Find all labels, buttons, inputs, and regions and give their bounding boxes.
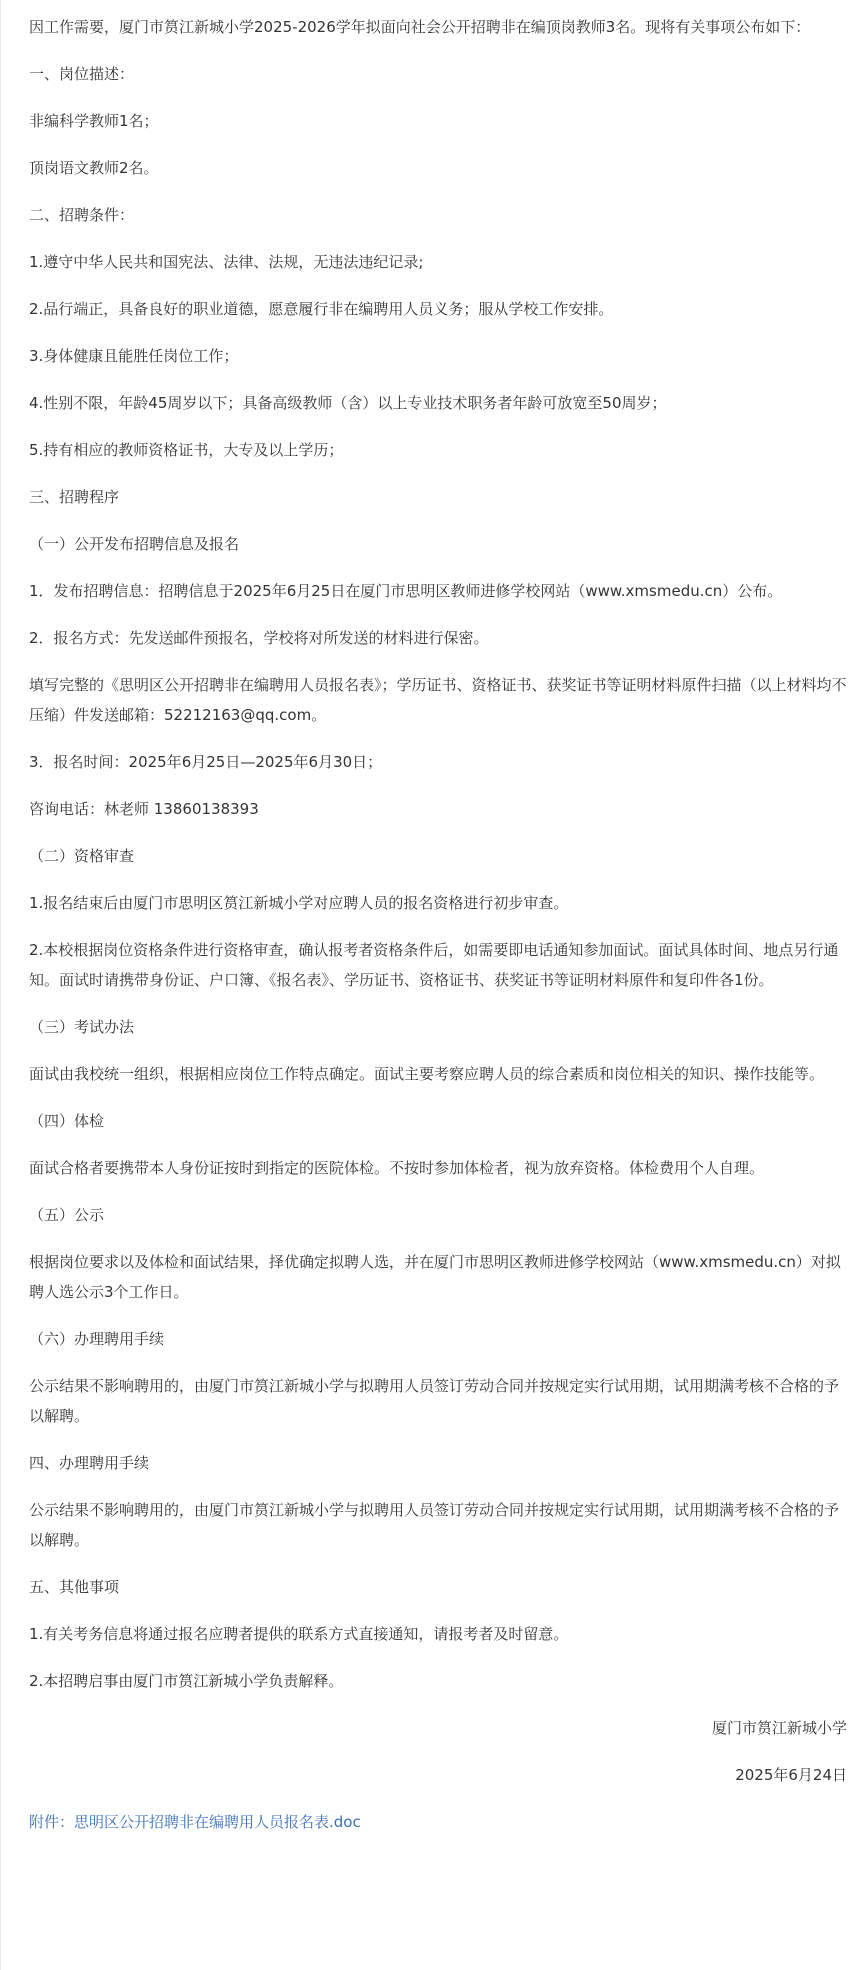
subsection-6-title: （六）办理聘用手续	[29, 1330, 165, 1348]
other-matter-1: 1.有关考务信息将通过报名应聘者提供的联系方式直接通知，请报考者及时留意。	[29, 1625, 569, 1643]
review-step-1: 1.报名结束后由厦门市思明区筼江新城小学对应聘人员的报名资格进行初步审查。	[29, 894, 569, 912]
section-1-title: 一、岗位描述：	[29, 65, 135, 83]
section-5-title: 五、其他事项	[29, 1578, 120, 1596]
registration-time: 3．报名时间：2025年6月25日—2025年6月30日；	[29, 753, 383, 771]
subsection-3-title: （三）考试办法	[29, 1018, 135, 1036]
requirement-2: 2.品行端正，具备良好的职业道德，愿意履行非在编聘用人员义务；服从学校工作安排。	[29, 300, 614, 318]
hiring-procedure-text: 公示结果不影响聘用的，由厦门市筼江新城小学与拟聘用人员签订劳动合同并按规定实行试用期，试用期满考核不合格的予以解聘。	[29, 1377, 840, 1425]
section-4-title: 四、办理聘用手续	[29, 1454, 150, 1472]
medical-exam-text: 面试合格者要携带本人身份证按时到指定的医院体检。不按时参加体检者，视为放弃资格。体检费用个人自理。	[29, 1159, 765, 1177]
publicity-text: 根据岗位要求以及体检和面试结果，择优确定拟聘人选，并在厦门市思明区教师进修学校网站（www.xmsmedu.cn）对拟聘人选公示3个工作日。	[29, 1253, 841, 1301]
registration-detail: 填写完整的《思明区公开招聘非在编聘用人员报名表》；学历证书、资格证书、获奖证书等证明材料原件扫描（以上材料均不压缩）件发送邮箱：52212163@qq.com。	[29, 676, 847, 724]
section-2-title: 二、招聘条件：	[29, 206, 135, 224]
contact-phone: 咨询电话：林老师 13860138393	[29, 800, 259, 818]
review-step-2: 2.本校根据岗位资格条件进行资格审查，确认报考者资格条件后，如需要即电话通知参加面试。面试具体时间、地点另行通知。面试时请携带身份证、户口簿、《报名表》、学历证书、资格证书、获奖证书等证明材料原件和复印件各1份。	[29, 941, 839, 989]
attachment-link[interactable]: 附件：思明区公开招聘非在编聘用人员报名表.doc	[29, 1813, 361, 1831]
requirement-4: 4.性别不限，年龄45周岁以下；具备高级教师（含）以上专业技术职务者年龄可放宽至50周岁；	[29, 394, 667, 412]
requirement-1: 1.遵守中华人民共和国宪法、法律、法规，无违法违纪记录;	[29, 253, 424, 271]
subsection-5-title: （五）公示	[29, 1206, 105, 1224]
position-chinese: 顶岗语文教师2名。	[29, 159, 159, 177]
subsection-1-title: （一）公开发布招聘信息及报名	[29, 535, 240, 553]
registration-method: 2．报名方式：先发送邮件预报名，学校将对所发送的材料进行保密。	[29, 629, 489, 647]
position-science: 非编科学教师1名；	[29, 112, 159, 130]
requirement-3: 3.身体健康且能胜任岗位工作；	[29, 347, 239, 365]
other-matter-2: 2.本招聘启事由厦门市筼江新城小学负责解释。	[29, 1672, 344, 1690]
intro-paragraph: 因工作需要，厦门市筼江新城小学2025-2026学年拟面向社会公开招聘非在编顶岗教师3名。现将有关事项公布如下：	[29, 18, 811, 36]
subsection-2-title: （二）资格审查	[29, 847, 135, 865]
exam-method-text: 面试由我校统一组织，根据相应岗位工作特点确定。面试主要考察应聘人员的综合素质和岗位相关的知识、操作技能等。	[29, 1065, 825, 1083]
section-4-text: 公示结果不影响聘用的，由厦门市筼江新城小学与拟聘用人员签订劳动合同并按规定实行试用期，试用期满考核不合格的予以解聘。	[29, 1501, 840, 1549]
article-body	[29, 12, 847, 1837]
signature-organization: 厦门市筼江新城小学	[711, 1719, 847, 1737]
publish-info: 1．发布招聘信息：招聘信息于2025年6月25日在厦门市思明区教师进修学校网站（www.xmsmedu.cn）公布。	[29, 582, 783, 600]
requirement-5: 5.持有相应的教师资格证书，大专及以上学历；	[29, 441, 344, 459]
attachment-line	[29, 1807, 847, 1837]
section-3-title: 三、招聘程序	[29, 488, 120, 506]
signature-date: 2025年6月24日	[735, 1766, 847, 1784]
subsection-4-title: （四）体检	[29, 1112, 105, 1130]
